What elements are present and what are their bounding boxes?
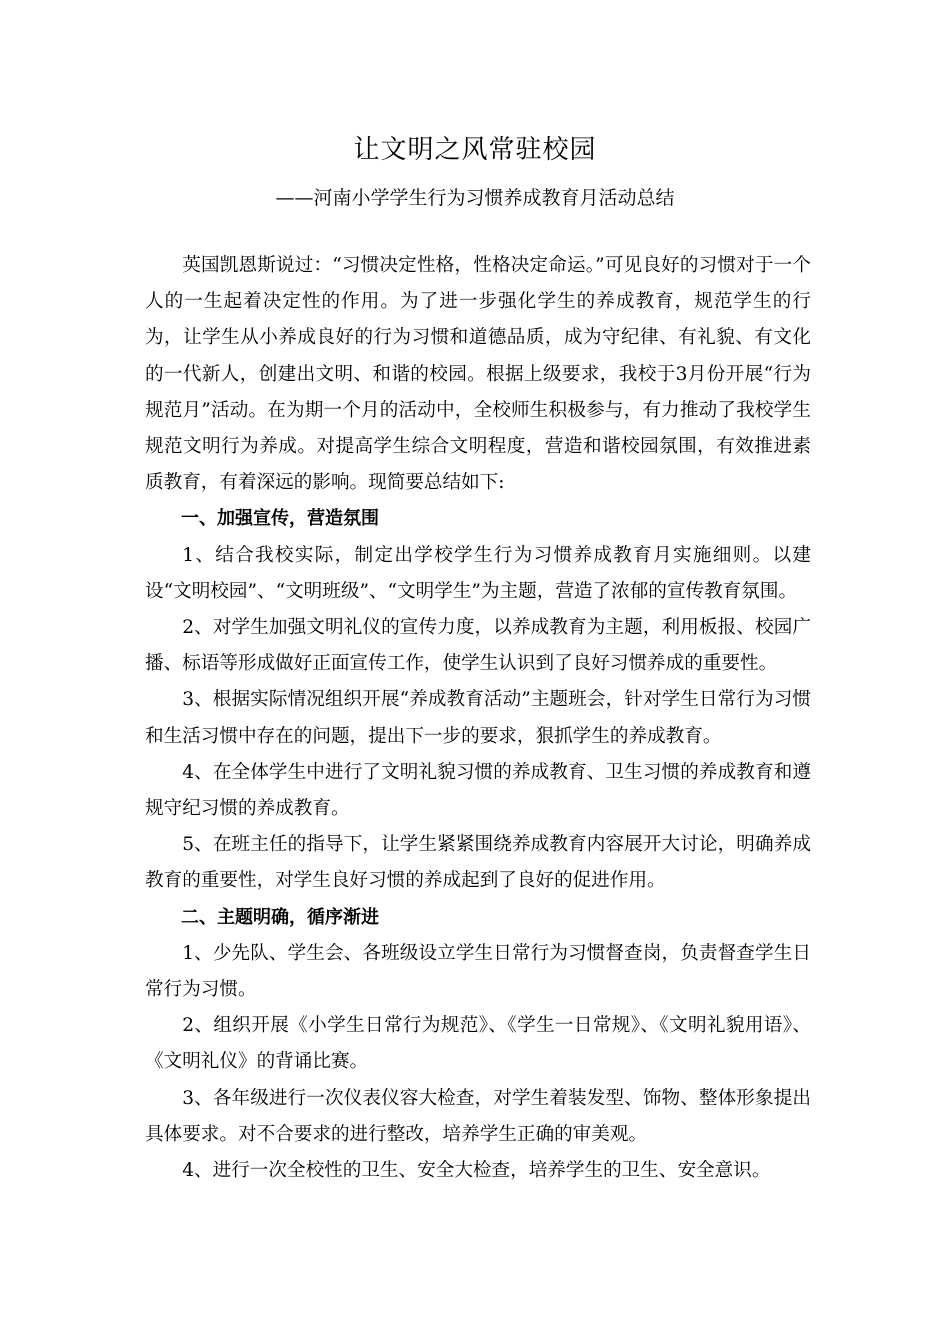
section-1-item-2: 2、对学生加强文明礼仪的宣传力度，以养成教育为主题，利用板报、校园广播、标语等形成做好正面宣传工作，使学生认识到了良好习惯养成的重要性。 <box>145 617 811 675</box>
section-heading-1: 一、加强宣传，营造氛围 <box>181 508 379 530</box>
section-1-item-4: 4、在全体学生中进行了文明礼貌习惯的养成教育、卫生习惯的养成教育和遵规守纪习惯的养成教育。 <box>145 761 811 820</box>
document-title: 让文明之风常驻校园 <box>353 135 597 165</box>
section-heading-2: 二、主题明确，循序渐进 <box>181 906 379 928</box>
section-2-item-2: 2、组织开展《小学生日常行为规范》、《学生一日常规》、《文明礼貌用语》、《文明礼仪》的背诵比赛。 <box>145 1015 811 1073</box>
section-1-item-5: 5、在班主任的指导下，让学生紧紧围绕养成教育内容展开大讨论，明确养成教育的重要性，对学生良好习惯的养成起到了良好的促进作用。 <box>145 834 811 892</box>
document-subtitle: ——河南小学学生行为习惯养成教育月活动总结 <box>275 187 675 209</box>
section-1-item-1: 1、结合我校实际，制定出学校学生行为习惯养成教育月实施细则。以建设“文明校园”、“文明班级”、“文明学生”为主题，营造了浓郁的宣传教育氛围。 <box>145 544 811 602</box>
section-2-item-1: 1、少先队、学生会、各班级设立学生日常行为习惯督查岗，负责督查学生日常行为习惯。 <box>145 942 811 1001</box>
section-2-item-4: 4、进行一次全校性的卫生、安全大检查，培养学生的卫生、安全意识。 <box>182 1160 771 1182</box>
section-1-item-3: 3、根据实际情况组织开展“养成教育活动”主题班会，针对学生日常行为习惯和生活习惯中存在的问题，提出下一步的要求，狠抓学生的养成教育。 <box>145 689 811 747</box>
document-body <box>145 248 811 1189</box>
intro-paragraph: 英国凯恩斯说过：“习惯决定性格，性格决定命运。”可见良好的习惯对于一个人的一生起着决定性的作用。为了进一步强化学生的养成教育，规范学生的行为，让学生从小养成良好的行为习惯和道德品质，成为守纪律、有礼貌、有文化的一代新人，创建出文明、和谐的校园。根据上级要求，我校于3月份开展“行为规范月”活动。在为期一个月的活动中，全校师生积极参与，有力推动了我校学生规范文明行为养成。对提高学生综合文明程度，营造和谐校园氛围，有效推进素质教育，有着深远的影响。现简要总结如下: <box>145 255 811 494</box>
section-2-item-3: 3、各年级进行一次仪表仪容大检查，对学生着装发型、饰物、整体形象提出具体要求。对不合要求的进行整改，培养学生正确的审美观。 <box>145 1087 811 1145</box>
